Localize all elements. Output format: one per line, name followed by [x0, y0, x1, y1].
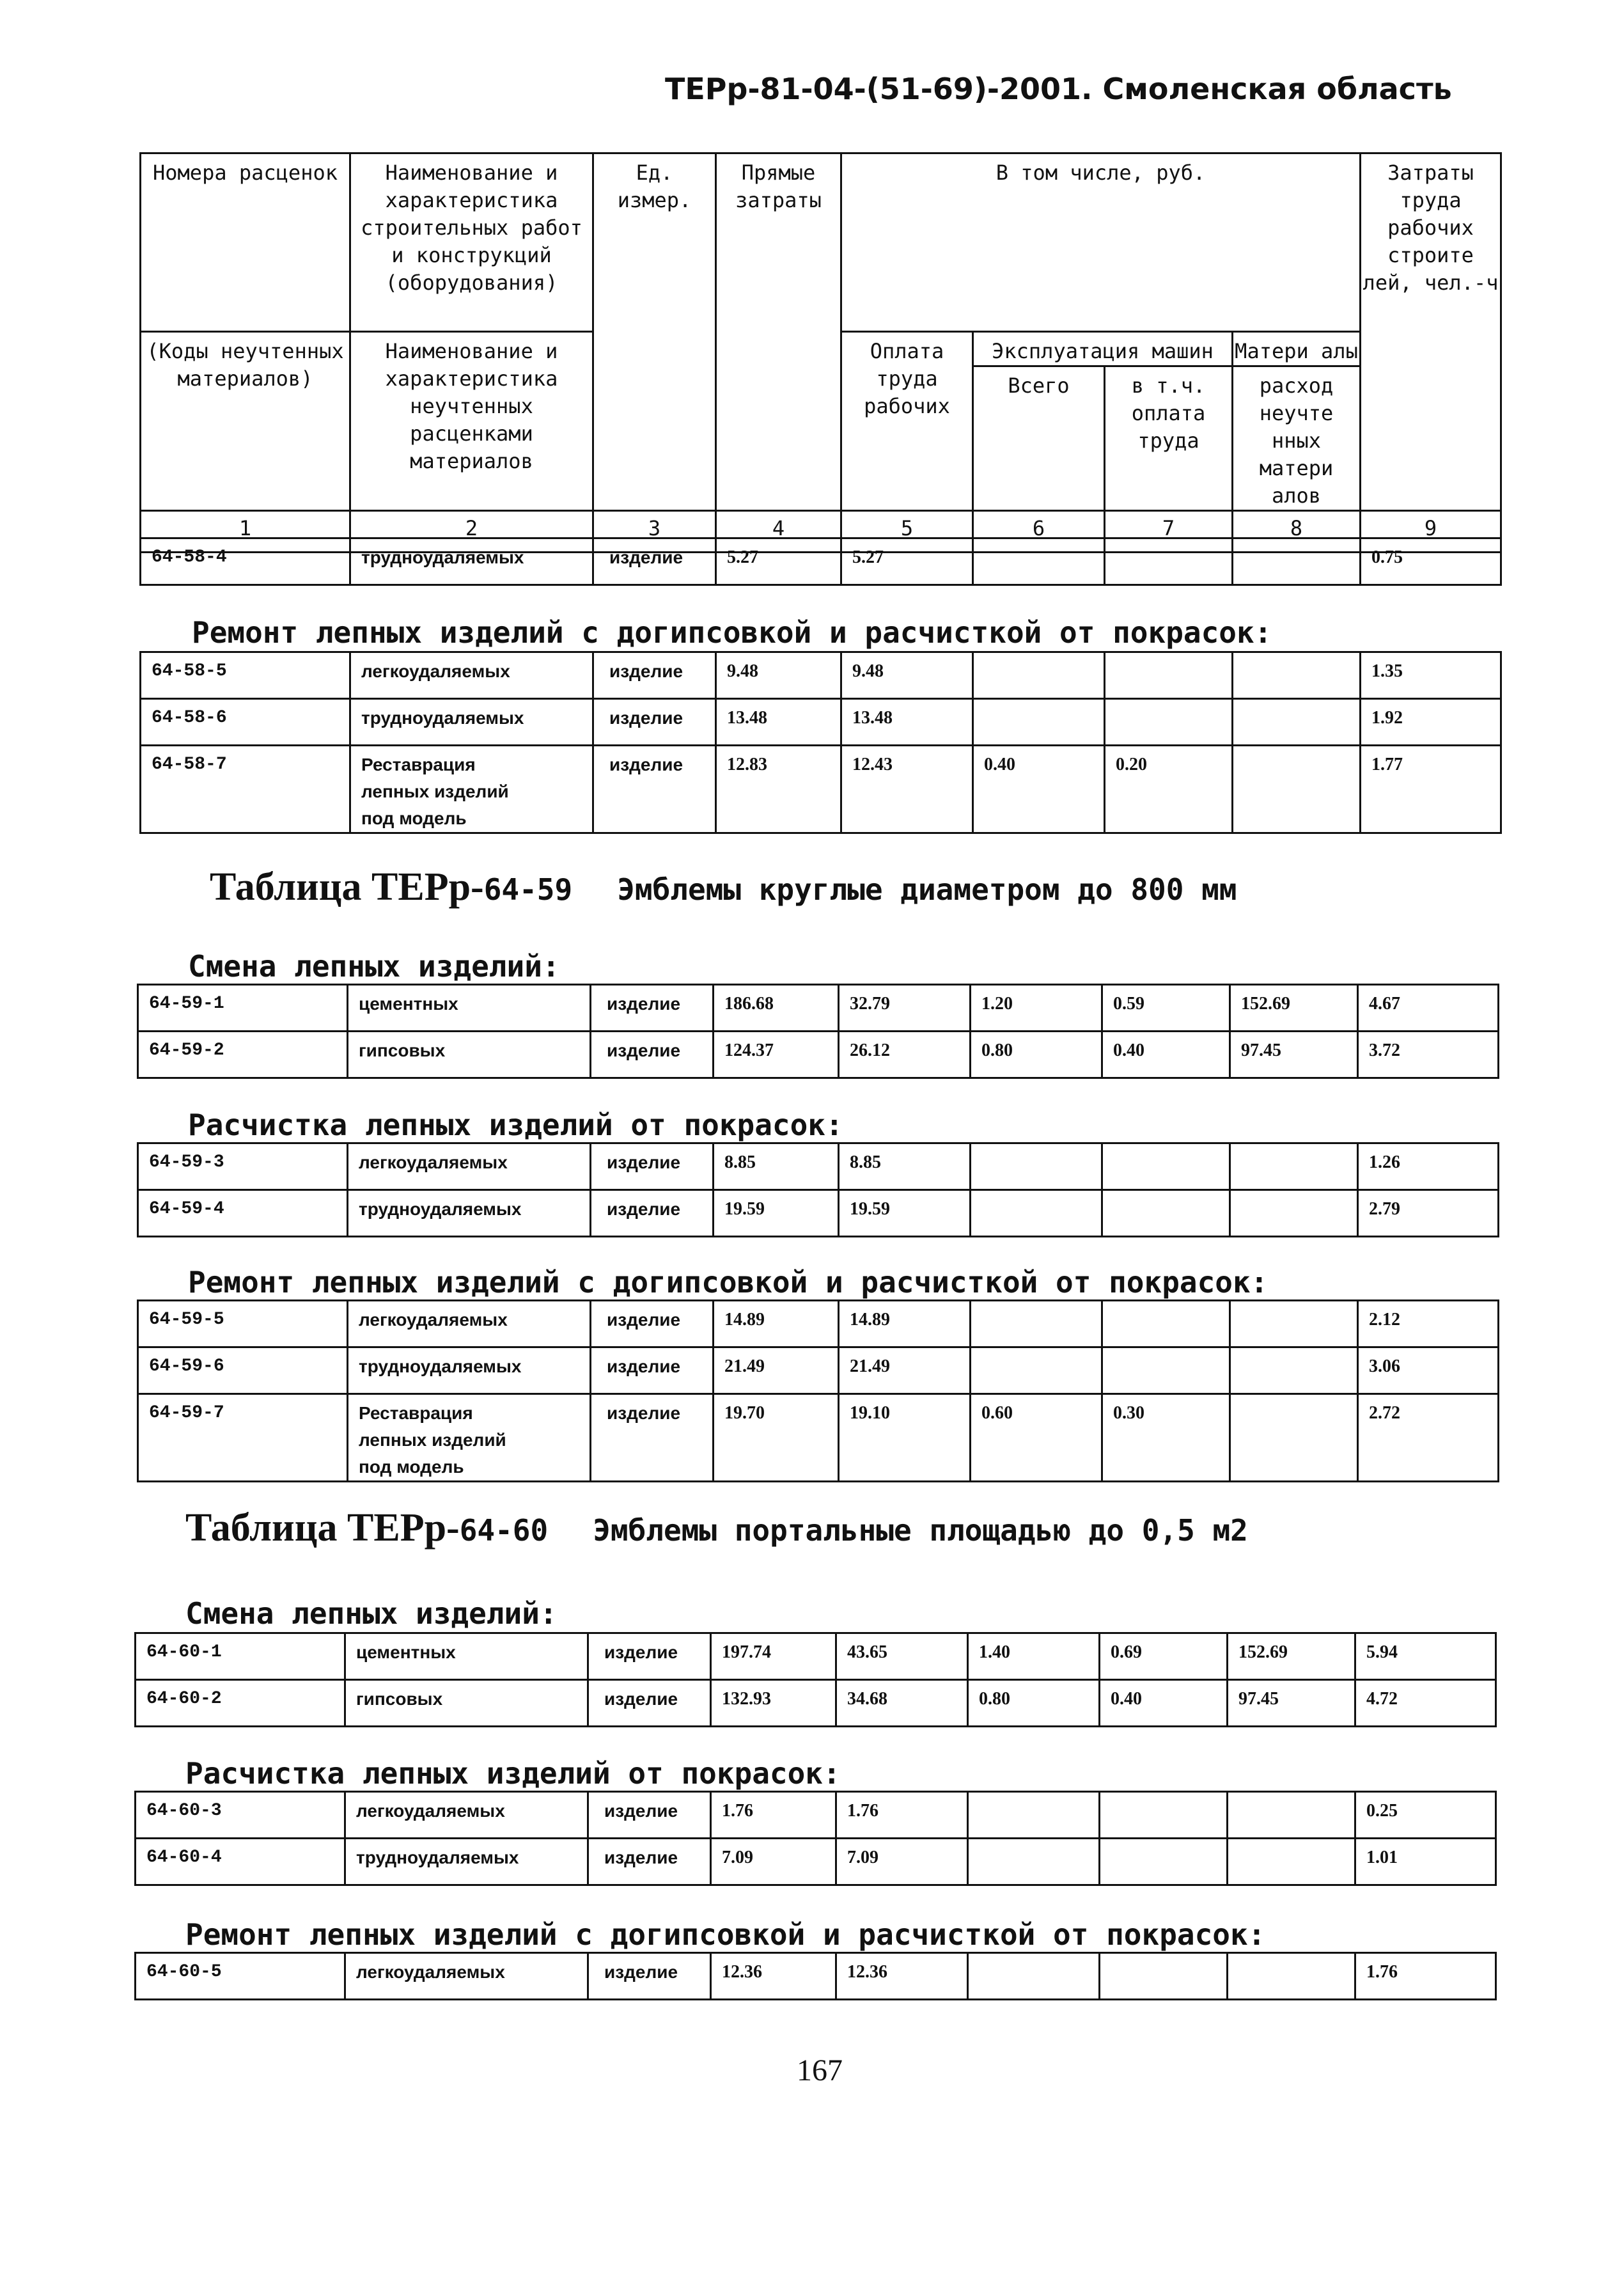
machines-labor-pay-cell [1105, 538, 1233, 585]
work-name-cell: трудноудаляемых [350, 699, 593, 746]
table-row [138, 985, 1499, 1032]
direct-cost-cell: 124.37 [714, 1032, 839, 1078]
col-num-1: 1 [141, 511, 350, 553]
machines-total-cell [971, 1143, 1102, 1190]
materials-cell [1228, 1792, 1355, 1839]
labor-cost-cell: 1.35 [1361, 652, 1501, 699]
materials-cell: 97.45 [1228, 1680, 1355, 1727]
unit-cell: изделие [591, 1032, 714, 1078]
labor-cost-cell: 1.77 [1361, 746, 1501, 833]
rate-code-cell: 64-59-6 [138, 1347, 348, 1394]
rates-table [137, 984, 1499, 1079]
unit-cell: изделие [593, 652, 716, 699]
unit-cell: изделие [593, 746, 716, 833]
rates-table [134, 1952, 1497, 2000]
labor-cost-cell: 3.72 [1358, 1032, 1499, 1078]
machines-total-cell [968, 1839, 1100, 1885]
section-heading: Смена лепных изделий: [185, 1596, 558, 1631]
direct-cost-cell: 19.59 [714, 1190, 839, 1237]
machines-total-cell [971, 1190, 1102, 1237]
machines-labor-pay-cell: 0.40 [1100, 1680, 1228, 1727]
machines-total-cell [968, 1792, 1100, 1839]
direct-cost-cell: 12.36 [711, 1953, 836, 2000]
direct-cost-cell: 5.27 [716, 538, 841, 585]
direct-cost-cell: 13.48 [716, 699, 841, 746]
table-title-label: Таблица ТЕРр- [185, 1506, 460, 1550]
machines-labor-pay-cell: 0.69 [1100, 1633, 1228, 1680]
work-name-cell: трудноудаляемых [348, 1190, 591, 1237]
col-num-9: 9 [1361, 511, 1501, 553]
table-row [138, 1143, 1499, 1190]
column-header-table [139, 152, 1502, 553]
materials-cell [1233, 538, 1361, 585]
header-code: Номера расценок [141, 153, 350, 332]
labor-pay-cell: 8.85 [839, 1143, 971, 1190]
header-materials: Матери алы [1233, 332, 1361, 366]
page-number: 167 [797, 2053, 843, 2087]
rates-table [134, 1791, 1497, 1886]
machines-labor-pay-cell: 0.59 [1102, 985, 1230, 1032]
direct-cost-cell: 8.85 [714, 1143, 839, 1190]
rate-code-cell: 64-60-2 [136, 1680, 345, 1727]
rate-code-cell: 64-59-7 [138, 1394, 348, 1482]
direct-cost-cell: 14.89 [714, 1301, 839, 1347]
machines-labor-pay-cell: 0.30 [1102, 1394, 1230, 1482]
labor-cost-cell: 1.76 [1355, 1953, 1496, 2000]
work-name-cell: легкоудаляемых [348, 1301, 591, 1347]
work-name-cell: Реставрация лепных изделий под модель [350, 746, 593, 833]
rate-code-cell: 64-58-6 [141, 699, 350, 746]
machines-total-cell: 0.60 [971, 1394, 1102, 1482]
header-materials-consumption: расход неучте нных матери алов [1233, 366, 1361, 511]
header-labor-cost: Затраты труда рабочих строите лей, чел.-ч [1361, 153, 1501, 511]
header-machines-pay: в т.ч. оплата труда [1105, 366, 1233, 511]
header-machines-total: Всего [973, 366, 1105, 511]
table-title-label: Таблица ТЕРр- [210, 865, 484, 909]
rates-table [134, 1632, 1497, 1727]
header-code-materials: (Коды неучтенных материалов) [141, 332, 350, 511]
unit-cell: изделие [588, 1953, 711, 2000]
unit-cell: изделие [593, 699, 716, 746]
labor-cost-cell: 5.94 [1355, 1633, 1496, 1680]
machines-labor-pay-cell: 0.40 [1102, 1032, 1230, 1078]
materials-cell [1233, 699, 1361, 746]
work-name-cell: легкоудаляемых [345, 1792, 588, 1839]
unit-cell: изделие [591, 1347, 714, 1394]
rates-table [139, 651, 1502, 834]
machines-total-cell: 0.40 [973, 746, 1105, 833]
table-title-desc: Эмблемы портальные площадью до 0,5 м2 [593, 1513, 1248, 1548]
labor-cost-cell: 2.79 [1358, 1190, 1499, 1237]
header-name-materials: Наименование и характеристика неучтенных расценками материалов [350, 332, 593, 511]
labor-cost-cell: 0.25 [1355, 1792, 1496, 1839]
table-title [185, 1505, 1248, 1551]
section-heading: Расчистка лепных изделий от покрасок: [188, 1108, 843, 1142]
rate-code-cell: 64-59-2 [138, 1032, 348, 1078]
labor-pay-cell: 32.79 [839, 985, 971, 1032]
table-row [136, 1953, 1496, 2000]
section-heading: Ремонт лепных изделий с догипсовкой и расчисткой от покрасок: [192, 615, 1272, 650]
unit-cell: изделие [593, 538, 716, 585]
rate-code-cell: 64-59-5 [138, 1301, 348, 1347]
work-name-cell: легкоудаляемых [350, 652, 593, 699]
direct-cost-cell: 132.93 [711, 1680, 836, 1727]
work-name-cell: трудноудаляемых [350, 538, 593, 585]
table-title-desc: Эмблемы круглые диаметром до 800 мм [617, 872, 1237, 907]
machines-labor-pay-cell [1105, 699, 1233, 746]
rates-table [137, 1142, 1499, 1237]
labor-pay-cell: 5.27 [841, 538, 973, 585]
machines-total-cell: 0.80 [968, 1680, 1100, 1727]
table-row [141, 538, 1501, 585]
unit-cell: изделие [591, 1301, 714, 1347]
unit-cell: изделие [591, 1143, 714, 1190]
labor-pay-cell: 1.76 [836, 1792, 968, 1839]
unit-cell: изделие [588, 1680, 711, 1727]
labor-cost-cell: 0.75 [1361, 538, 1501, 585]
section-heading: Смена лепных изделий: [188, 949, 560, 984]
labor-pay-cell: 12.36 [836, 1953, 968, 2000]
header-name: Наименование и характеристика строительных работ и конструкций (оборудования) [350, 153, 593, 332]
labor-pay-cell: 26.12 [839, 1032, 971, 1078]
rate-code-cell: 64-60-4 [136, 1839, 345, 1885]
direct-cost-cell: 19.70 [714, 1394, 839, 1482]
materials-cell: 152.69 [1230, 985, 1358, 1032]
labor-cost-cell: 1.26 [1358, 1143, 1499, 1190]
machines-total-cell [971, 1347, 1102, 1394]
machines-labor-pay-cell [1102, 1347, 1230, 1394]
unit-cell: изделие [591, 1190, 714, 1237]
rate-code-cell: 64-58-4 [141, 538, 350, 585]
table-row [136, 1792, 1496, 1839]
table-row [141, 652, 1501, 699]
col-num-7: 7 [1105, 511, 1233, 553]
col-num-5: 5 [841, 511, 973, 553]
labor-pay-cell: 21.49 [839, 1347, 971, 1394]
table-title-code: 64-59 [483, 872, 573, 907]
labor-pay-cell: 13.48 [841, 699, 973, 746]
rates-table [139, 537, 1502, 586]
rate-code-cell: 64-59-1 [138, 985, 348, 1032]
col-num-2: 2 [350, 511, 593, 553]
work-name-cell: цементных [348, 985, 591, 1032]
labor-pay-cell: 14.89 [839, 1301, 971, 1347]
labor-pay-cell: 34.68 [836, 1680, 968, 1727]
table-row [136, 1633, 1496, 1680]
table-row [136, 1839, 1496, 1885]
direct-cost-cell: 12.83 [716, 746, 841, 833]
direct-cost-cell: 21.49 [714, 1347, 839, 1394]
work-name-cell: легкоудаляемых [348, 1143, 591, 1190]
machines-labor-pay-cell: 0.20 [1105, 746, 1233, 833]
work-name-cell: Реставрация лепных изделий под модель [348, 1394, 591, 1482]
rate-code-cell: 64-59-3 [138, 1143, 348, 1190]
materials-cell [1230, 1143, 1358, 1190]
table-row [138, 1301, 1499, 1347]
materials-cell [1228, 1953, 1355, 2000]
labor-cost-cell: 2.72 [1358, 1394, 1499, 1482]
table-title-code: 64-60 [459, 1513, 549, 1548]
unit-cell: изделие [591, 985, 714, 1032]
machines-labor-pay-cell [1100, 1839, 1228, 1885]
col-num-6: 6 [973, 511, 1105, 553]
col-num-4: 4 [716, 511, 841, 553]
labor-cost-cell: 4.67 [1358, 985, 1499, 1032]
unit-cell: изделие [588, 1839, 711, 1885]
materials-cell [1230, 1347, 1358, 1394]
machines-total-cell [971, 1301, 1102, 1347]
machines-labor-pay-cell [1102, 1143, 1230, 1190]
machines-labor-pay-cell [1102, 1301, 1230, 1347]
direct-cost-cell: 1.76 [711, 1792, 836, 1839]
labor-pay-cell: 9.48 [841, 652, 973, 699]
work-name-cell: трудноудаляемых [348, 1347, 591, 1394]
machines-labor-pay-cell [1100, 1953, 1228, 2000]
machines-total-cell [973, 652, 1105, 699]
header-unit: Ед. измер. [593, 153, 716, 511]
machines-total-cell [968, 1953, 1100, 2000]
work-name-cell: трудноудаляемых [345, 1839, 588, 1885]
rate-code-cell: 64-59-4 [138, 1190, 348, 1237]
header-direct: Прямые затраты [716, 153, 841, 511]
materials-cell [1230, 1190, 1358, 1237]
direct-cost-cell: 197.74 [711, 1633, 836, 1680]
labor-cost-cell: 2.12 [1358, 1301, 1499, 1347]
header-labor-pay: Оплата труда рабочих [841, 332, 973, 511]
unit-cell: изделие [588, 1792, 711, 1839]
unit-cell: изделие [588, 1633, 711, 1680]
materials-cell [1233, 746, 1361, 833]
labor-pay-cell: 19.10 [839, 1394, 971, 1482]
table-row [138, 1032, 1499, 1078]
labor-cost-cell: 1.01 [1355, 1839, 1496, 1885]
labor-pay-cell: 12.43 [841, 746, 973, 833]
table-row [138, 1190, 1499, 1237]
machines-total-cell: 0.80 [971, 1032, 1102, 1078]
header-machines: Эксплуатация машин [973, 332, 1233, 366]
rates-table [137, 1299, 1499, 1482]
header-including: В том числе, руб. [841, 153, 1361, 332]
unit-cell: изделие [591, 1394, 714, 1482]
materials-cell [1228, 1839, 1355, 1885]
labor-cost-cell: 3.06 [1358, 1347, 1499, 1394]
document-title: ТЕРр-81-04-(51-69)-2001. Смоленская область [665, 72, 1452, 106]
materials-cell [1230, 1394, 1358, 1482]
work-name-cell: легкоудаляемых [345, 1953, 588, 2000]
table-row [136, 1680, 1496, 1727]
materials-cell: 152.69 [1228, 1633, 1355, 1680]
table-row [141, 699, 1501, 746]
machines-total-cell [973, 538, 1105, 585]
materials-cell: 97.45 [1230, 1032, 1358, 1078]
section-heading: Ремонт лепных изделий с догипсовкой и расчисткой от покрасок: [185, 1917, 1266, 1952]
work-name-cell: гипсовых [348, 1032, 591, 1078]
machines-labor-pay-cell [1102, 1190, 1230, 1237]
col-num-8: 8 [1233, 511, 1361, 553]
machines-labor-pay-cell [1100, 1792, 1228, 1839]
rate-code-cell: 64-60-5 [136, 1953, 345, 2000]
col-num-3: 3 [593, 511, 716, 553]
labor-pay-cell: 43.65 [836, 1633, 968, 1680]
rate-code-cell: 64-58-5 [141, 652, 350, 699]
materials-cell [1233, 652, 1361, 699]
table-row [138, 1394, 1499, 1482]
machines-labor-pay-cell [1105, 652, 1233, 699]
machines-total-cell [973, 699, 1105, 746]
labor-cost-cell: 1.92 [1361, 699, 1501, 746]
labor-pay-cell: 19.59 [839, 1190, 971, 1237]
table-row [141, 746, 1501, 833]
labor-pay-cell: 7.09 [836, 1839, 968, 1885]
labor-cost-cell: 4.72 [1355, 1680, 1496, 1727]
work-name-cell: гипсовых [345, 1680, 588, 1727]
machines-total-cell: 1.20 [971, 985, 1102, 1032]
work-name-cell: цементных [345, 1633, 588, 1680]
machines-total-cell: 1.40 [968, 1633, 1100, 1680]
rate-code-cell: 64-60-1 [136, 1633, 345, 1680]
direct-cost-cell: 7.09 [711, 1839, 836, 1885]
materials-cell [1230, 1301, 1358, 1347]
rate-code-cell: 64-60-3 [136, 1792, 345, 1839]
section-heading: Расчистка лепных изделий от покрасок: [185, 1756, 841, 1791]
direct-cost-cell: 9.48 [716, 652, 841, 699]
table-row [138, 1347, 1499, 1394]
rate-code-cell: 64-58-7 [141, 746, 350, 833]
direct-cost-cell: 186.68 [714, 985, 839, 1032]
section-heading: Ремонт лепных изделий с догипсовкой и расчисткой от покрасок: [188, 1265, 1269, 1299]
table-title [210, 865, 1237, 910]
